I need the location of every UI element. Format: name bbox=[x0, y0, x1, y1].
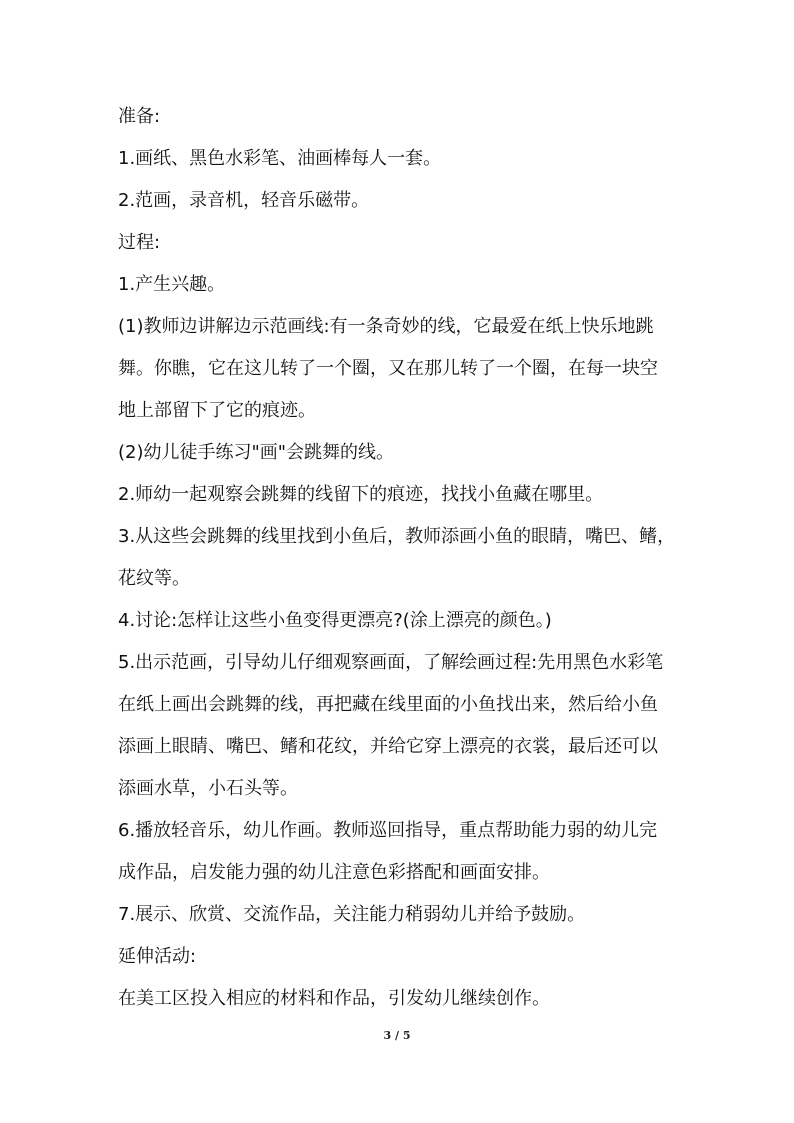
text-line: 在美工区投入相应的材料和作品，引发幼儿继续创作。 bbox=[118, 988, 550, 1009]
text-line: 5.出示范画，引导幼儿仔细观察画面，了解绘画过程:先用黑色水彩笔 bbox=[118, 652, 664, 673]
text-line: 成作品，启发能力强的幼儿注意色彩搭配和画面安排。 bbox=[118, 862, 550, 883]
text-line: 6.播放轻音乐，幼儿作画。教师巡回指导，重点帮助能力弱的幼儿完 bbox=[118, 820, 658, 841]
text-line: 1.产生兴趣。 bbox=[118, 274, 226, 295]
heading-process: 过程: bbox=[118, 232, 161, 253]
text-line: 舞。你瞧，它在这儿转了一个圈，又在那儿转了一个圈，在每一块空 bbox=[118, 358, 658, 379]
text-line: 添画水草，小石头等。 bbox=[118, 778, 298, 799]
text-line: (1)教师边讲解边示范画线:有一条奇妙的线，它最爱在纸上快乐地跳 bbox=[118, 316, 654, 337]
text-line: 2.范画，录音机，轻音乐磁带。 bbox=[118, 190, 370, 211]
text-line: 3.从这些会跳舞的线里找到小鱼后，教师添画小鱼的眼睛，嘴巴、鳍， bbox=[118, 526, 676, 547]
text-line: 添画上眼睛、嘴巴、鳍和花纹，并给它穿上漂亮的衣裳，最后还可以 bbox=[118, 736, 658, 757]
text-line: 在纸上画出会跳舞的线，再把藏在线里面的小鱼找出来，然后给小鱼 bbox=[118, 694, 658, 715]
text-line: 地上部留下了它的痕迹。 bbox=[118, 400, 316, 421]
text-line: 4.讨论:怎样让这些小鱼变得更漂亮?(涂上漂亮的颜色。) bbox=[118, 610, 552, 631]
document-body bbox=[118, 96, 680, 1020]
text-line: (2)幼儿徒手练习"画"会跳舞的线。 bbox=[118, 442, 395, 463]
text-line: 7.展示、欣赏、交流作品，关注能力稍弱幼儿并给予鼓励。 bbox=[118, 904, 586, 925]
text-line: 1.画纸、黑色水彩笔、油画棒每人一套。 bbox=[118, 148, 442, 169]
text-line: 2.师幼一起观察会跳舞的线留下的痕迹，找找小鱼藏在哪里。 bbox=[118, 484, 604, 505]
page-number: 3 / 5 bbox=[383, 1029, 411, 1042]
heading-preparation: 准备: bbox=[118, 106, 161, 127]
heading-extension: 延伸活动: bbox=[118, 946, 197, 967]
text-line: 花纹等。 bbox=[118, 568, 190, 589]
